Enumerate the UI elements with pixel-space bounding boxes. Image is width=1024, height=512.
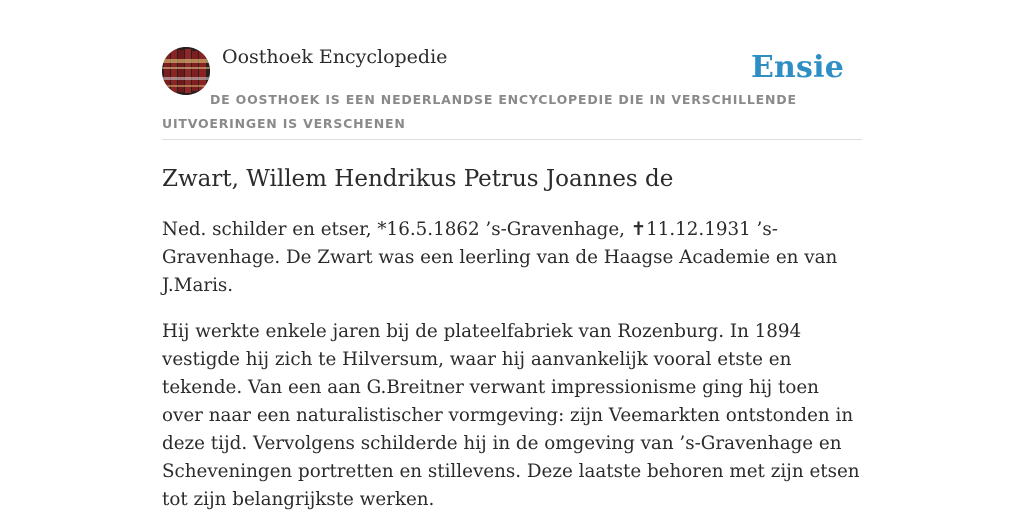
article-paragraph-2: Hij werkte enkele jaren bij de plateelfabriek van Rozenburg. In 1894 vestigde hij zich te Hilversum, waar hij aanvankelijk vooral etste en tekende. Van een aan G.Breitner verwant impressionisme ging hij toen over naar een naturalistischer vormgeving: zijn Veemarkten ontstonden in deze tijd. Vervolgens schilderde hij in de omgeving van ’s-Gravenhage en Scheveningen portretten en stillevens. Deze laatste behoren met zijn etsen tot zijn belangrijkste werken.: [162, 321, 860, 510]
brand-logo[interactable]: Ensie: [750, 50, 844, 85]
site-tagline: DE OOSTHOEK IS EEN NEDERLANDSE ENCYCLOPEDIE DIE IN VERSCHILLENDE UITVOERINGEN IS VERSCHENEN: [162, 92, 797, 131]
article-paragraph-1: Ned. schilder en etser, *16.5.1862 ’s-Gravenhage, ✝11.12.1931 ’s-Gravenhage. De Zwart was een leerling van de Haagse Academie en van J.Maris.: [162, 219, 838, 296]
site-name[interactable]: Oosthoek Encyclopedie: [222, 46, 448, 68]
site-header: [162, 0, 862, 140]
article-title: Zwart, Willem Hendrikus Petrus Joannes de: [162, 166, 674, 192]
